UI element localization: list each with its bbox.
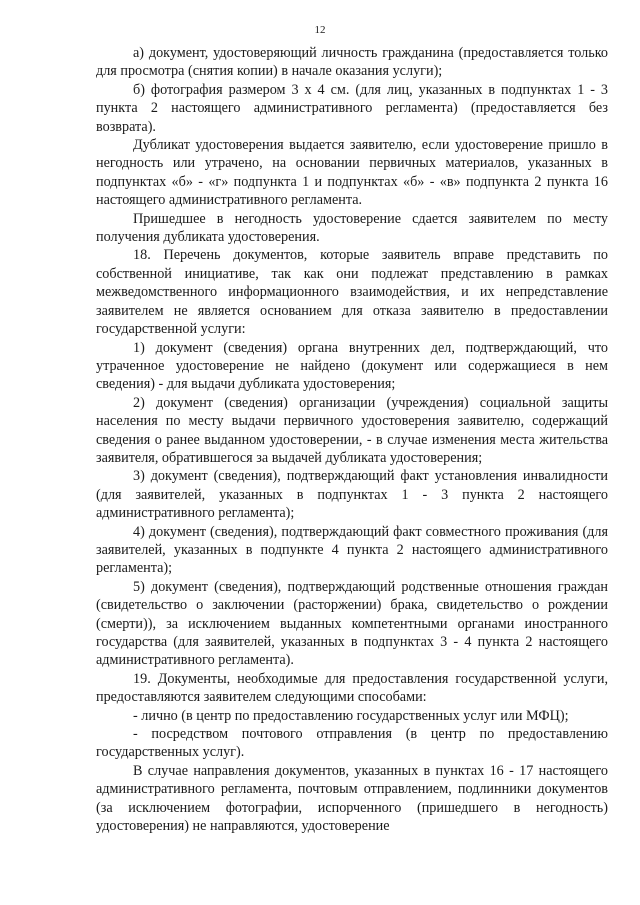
paragraph-item-a-identity-document: а) документ, удостоверяющий личность гражданина (предоставляется только для просмотра (снятия копии) в начале оказания услуги); <box>96 45 608 80</box>
paragraph-19-in-person: - лично (в центр по предоставлению государственных услуг или МФЦ); <box>133 707 569 724</box>
page-number: 12 <box>314 24 326 36</box>
paragraph-duplicate-issuance: Дубликат удостоверения выдается заявителю, если удостоверение пришло в негодность или утрачено, на основании первичных материалов, указанных в подпунктах «б» - «г» подпункта 1 и подпунктах «б» - «в» подпункта 2 пункта 16 настоящего административного регламента. <box>96 137 608 209</box>
paragraph-item-b-photo: б) фотография размером 3 х 4 см. (для лиц, указанных в подпунктах 1 - 3 пункта 2 настоящего административного регламента) (предоставляется без возврата). <box>96 81 608 135</box>
paragraph-mail-delivery: В случае направления документов, указанных в пунктах 16 - 17 настоящего административного регламента, почтовым отправлением, подлинники документов (за исключением фотографии, испорченного (пришедшего в негодность) удостоверения) не направляются, удостоверение <box>96 762 608 835</box>
paragraph-section-19: 19. Документы, необходимые для предоставления государственной услуги, предоставляются заявителем следующими способами: <box>96 670 608 706</box>
paragraph-18-item-1: 1) документ (сведения) органа внутренних дел, подтверждающий, что утраченное удостоверение не найдено (документ или содержащиеся в нем сведения) - для выдачи дубликата удостоверения; <box>96 339 608 393</box>
paragraph-section-18: 18. Перечень документов, которые заявитель вправе представить по собственной инициативе, так как они подлежат представлению в рамках межведомственного информационного взаимодействия, и их непредставление заявителем не является основанием для отказа заявителю в предоставлении государственной услуги: <box>96 247 608 338</box>
paragraph-18-item-5: 5) документ (сведения), подтверждающий родственные отношения граждан (свидетельство о заключении (расторжении) брака, свидетельство о рождении (смерти)), за исключением выданных компетентными органами иностранного государства (для заявителей, указанных в подпунктах 3 - 4 пункта 2 настоящего административного регламента). <box>96 578 608 669</box>
document-body <box>96 44 608 835</box>
paragraph-19-by-mail: - посредством почтового отправления (в центр по предоставлению государственных услуг). <box>96 726 608 761</box>
paragraph-18-item-3: 3) документ (сведения), подтверждающий факт установления инвалидности (для заявителей, указанных в подпунктах 1 - 3 пункта 2 настоящего административного регламента); <box>96 468 608 522</box>
paragraph-18-item-4: 4) документ (сведения), подтверждающий факт совместного проживания (для заявителей, указанных в подпункте 4 пункта 2 настоящего административного регламента); <box>96 523 608 577</box>
paragraph-18-item-2: 2) документ (сведения) организации (учреждения) социальной защиты населения по месту выдачи первичного удостоверения заявителю, содержащий сведения о ранее выданном удостоверении, - в случае изменения места жительства заявителя, обратившегося за выдачей дубликата удостоверения; <box>96 394 608 466</box>
paragraph-damaged-certificate: Пришедшее в негодность удостоверение сдается заявителем по месту получения дубликата удостоверения. <box>96 210 608 246</box>
